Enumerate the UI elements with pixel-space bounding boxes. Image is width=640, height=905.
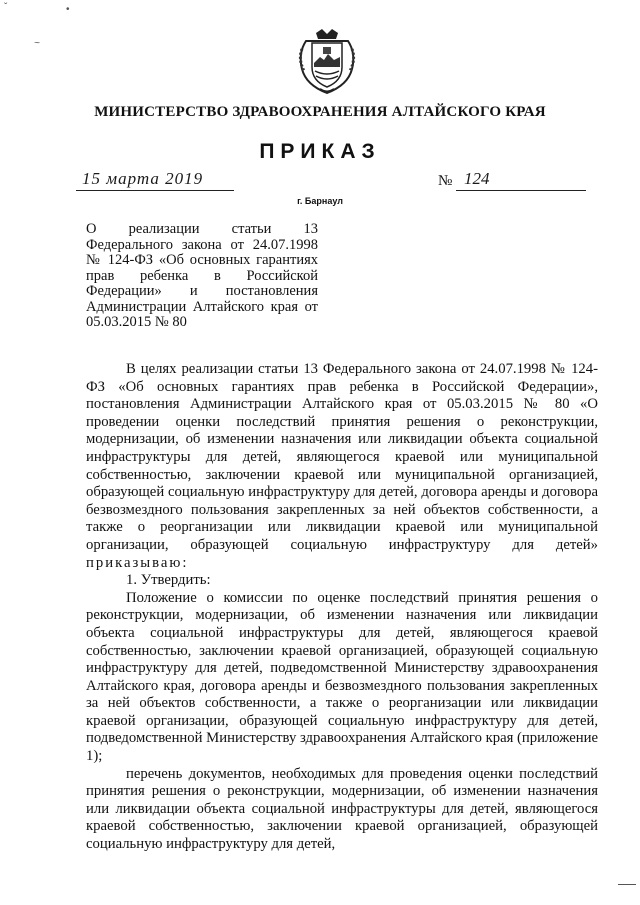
order-body <box>86 361 598 854</box>
date-field <box>76 171 234 191</box>
number-field <box>456 171 586 191</box>
preamble-text: В целях реализации статьи 13 Федерального закона от 24.07.1998 № 124-ФЗ «Об основных гарантиях прав ребенка в Российской Федерации», постановления Администрации Алтайского края от 05.03.2015 № 80 «О проведении оценки последствий принятия решения о реконструкции, модернизации, об изменении назначения или ликвидации объекта социальной инфраструктуры для детей, являющегося краевой или муниципальной собственностью, заключении краевой или муниципальной организацией, образующей социальную инфраструктуру для детей, договора аренды и договора безвозмездного пользования закрепленных за ней объектов собственности, а также о реорганизации или ликвидации краевой или муниципальной организации, образующей социальную инфраструктуру для детей» <box>86 361 598 553</box>
handwritten-initial-mark: ~ <box>34 38 40 49</box>
order-subject: О реализации статьи 13 Федерального закона от 24.07.1998 № 124-ФЗ «Об основных гарантиях прав ребенка в Российской Федерации» и постановления Администрации Алтайского края от 05.03.2015 № 80 <box>86 221 318 330</box>
document-title: ПРИКАЗ <box>259 140 381 163</box>
regulation-paragraph: Положение о комиссии по оценке последствий принятия решения о реконструкции, модернизации, об изменении назначения или ликвидации объекта социальной инфраструктуры для детей, являющегося краевой собственностью, заключении краевой организацией, образующей социальную инфраструктуру для детей, подведомственной Министерству здравоохранения Алтайского края, договора аренды и безвозмездного пользования закрепленных за ней объектов собственности, а также о реорганизации или ликвидации краевой организации, образующей социальную инфраструктуру для детей, подведомственной Министерству здравоохранения Алтайского края (приложение 1); <box>86 589 598 765</box>
ministry-name: МИНИСТЕРСТВО ЗДРАВООХРАНЕНИЯ АЛТАЙСКОГО КРАЯ <box>94 104 546 120</box>
corner-mark-left: ˇ <box>4 2 8 13</box>
number-label: № <box>438 173 453 189</box>
city-name: г. Барнаул <box>297 196 343 206</box>
page-edge-mark <box>618 884 636 885</box>
handwritten-date: 15 марта 2019 <box>82 169 204 188</box>
point-1: 1. Утвердить: <box>126 572 211 589</box>
preamble-paragraph <box>86 361 598 572</box>
order-word: приказываю: <box>86 554 189 571</box>
corner-mark-top: • <box>66 4 70 15</box>
documents-list-paragraph: перечень документов, необходимых для проведения оценки последствий принятия решения о реконструкции, модернизации, об изменении назначения или ликвидации объекта социальной инфраструктуры для детей, являющегося краевой собственностью, заключении краевой организацией, образующей социальную инфраструктуру для детей, <box>86 765 598 853</box>
altai-krai-coat-of-arms-icon <box>296 27 358 95</box>
handwritten-number: 124 <box>464 169 490 188</box>
